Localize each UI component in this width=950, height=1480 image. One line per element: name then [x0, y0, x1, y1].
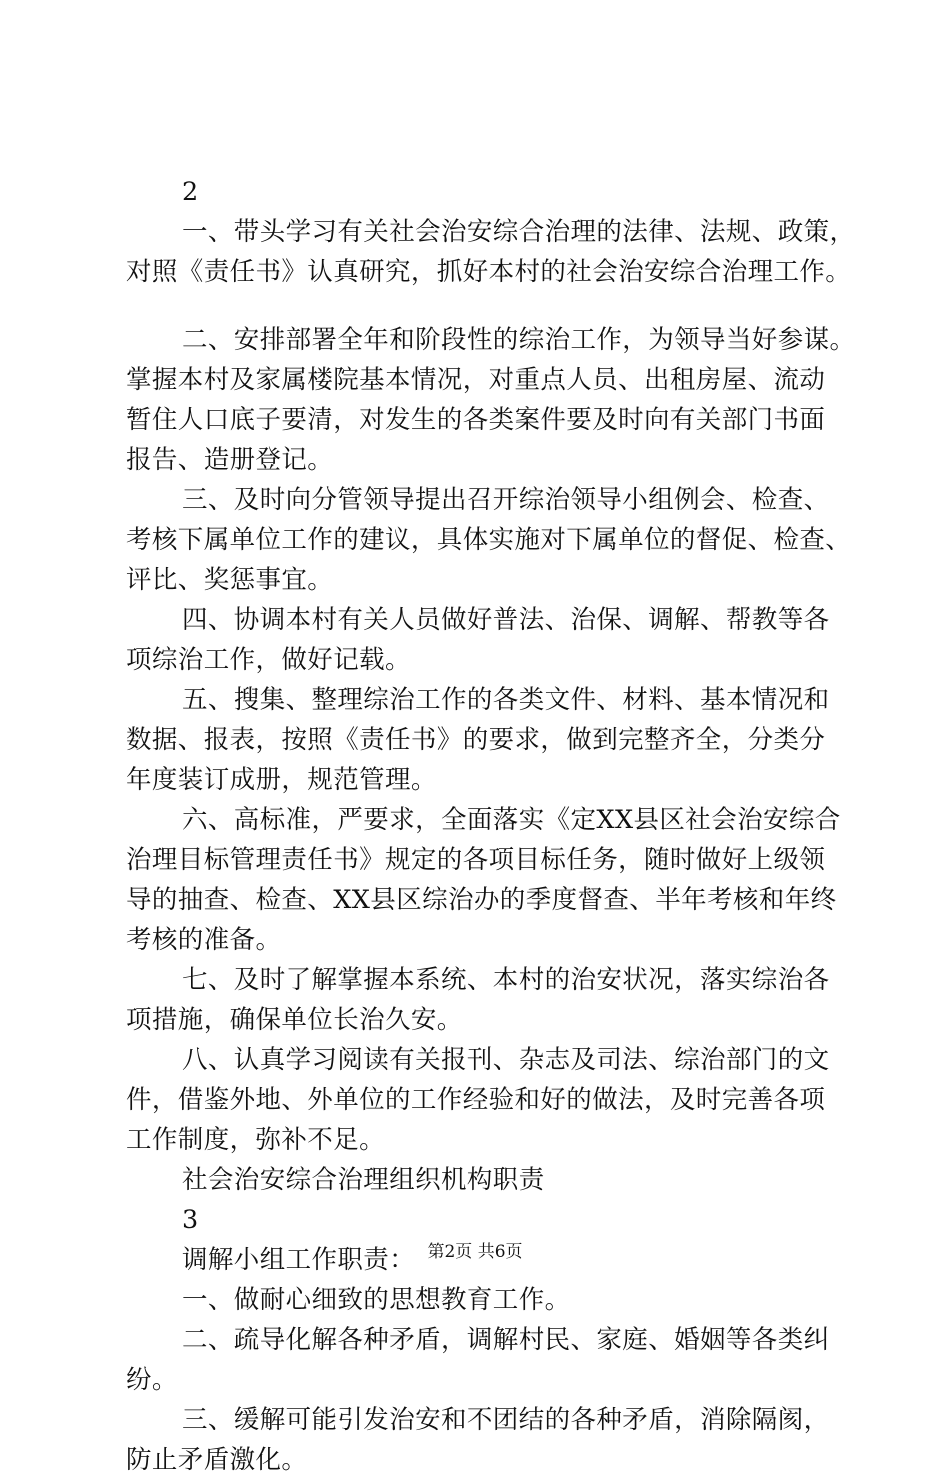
paragraph-line: 项措施，确保单位长治久安。	[126, 1005, 463, 1035]
paragraph-line: 考核的准备。	[126, 925, 282, 955]
paragraph-line: 二、疏导化解各种矛盾，调解村民、家庭、婚姻等各类纠	[182, 1325, 830, 1355]
paragraph-line: 纷。	[126, 1365, 178, 1395]
paragraph-line: 防止矛盾激化。	[126, 1445, 308, 1475]
paragraph-line: 治理目标管理责任书》规定的各项目标任务，随时做好上级领	[126, 845, 826, 875]
paragraph-line: 年度装订成册，规范管理。	[126, 765, 437, 795]
paragraph-line: 数据、报表，按照《责任书》的要求，做到完整齐全，分类分	[126, 725, 826, 755]
paragraph-line: 对照《责任书》认真研究，抓好本村的社会治安综合治理工作。	[126, 257, 852, 287]
paragraph-line: 暂住人口底子要清，对发生的各类案件要及时向有关部门书面	[126, 405, 826, 435]
paragraph-line: 三、缓解可能引发治安和不团结的各种矛盾，消除隔阂，	[182, 1405, 830, 1435]
paragraph-line: 二、安排部署全年和阶段性的综治工作，为领导当好参谋。	[182, 325, 856, 355]
paragraph-line: 件，借鉴外地、外单位的工作经验和好的做法，及时完善各项	[126, 1085, 826, 1115]
paragraph-line: 七、及时了解掌握本系统、本村的治安状况，落实综治各	[182, 965, 830, 995]
paragraph-line: 三、及时向分管领导提出召开综治领导小组例会、检查、	[182, 485, 830, 515]
paragraph-line: 一、做耐心细致的思想教育工作。	[182, 1285, 571, 1315]
page-footer: 第2页 共6页	[427, 1242, 523, 1262]
paragraph-line: 报告、造册登记。	[126, 445, 334, 475]
paragraph-line: 四、协调本村有关人员做好普法、治保、调解、帮教等各	[182, 605, 830, 635]
paragraph-line: 考核下属单位工作的建议，具体实施对下属单位的督促、检查、	[126, 525, 852, 555]
paragraph-line: 评比、奖惩事宜。	[126, 565, 334, 595]
paragraph-line: 导的抽查、检查、XX县区综治办的季度督查、半年考核和年终	[126, 885, 837, 915]
paragraph-line: 一、带头学习有关社会治安综合治理的法律、法规、政策，	[182, 217, 856, 247]
subsection-heading: 调解小组工作职责：	[182, 1245, 416, 1275]
section-number: 2	[182, 177, 199, 207]
paragraph-line: 八、认真学习阅读有关报刊、杂志及司法、综治部门的文	[182, 1045, 830, 1075]
paragraph-line: 五、搜集、整理综治工作的各类文件、材料、基本情况和	[182, 685, 830, 715]
section-number: 3	[182, 1205, 199, 1235]
paragraph-line: 六、高标准，严要求，全面落实《定XX县区社会治安综合	[182, 805, 841, 835]
paragraph-line: 项综治工作，做好记载。	[126, 645, 411, 675]
paragraph-line: 工作制度，弥补不足。	[126, 1125, 386, 1155]
document-body	[126, 172, 856, 1480]
paragraph-line: 掌握本村及家属楼院基本情况，对重点人员、出租房屋、流动	[126, 365, 826, 395]
section-heading: 社会治安综合治理组织机构职责	[182, 1165, 545, 1195]
